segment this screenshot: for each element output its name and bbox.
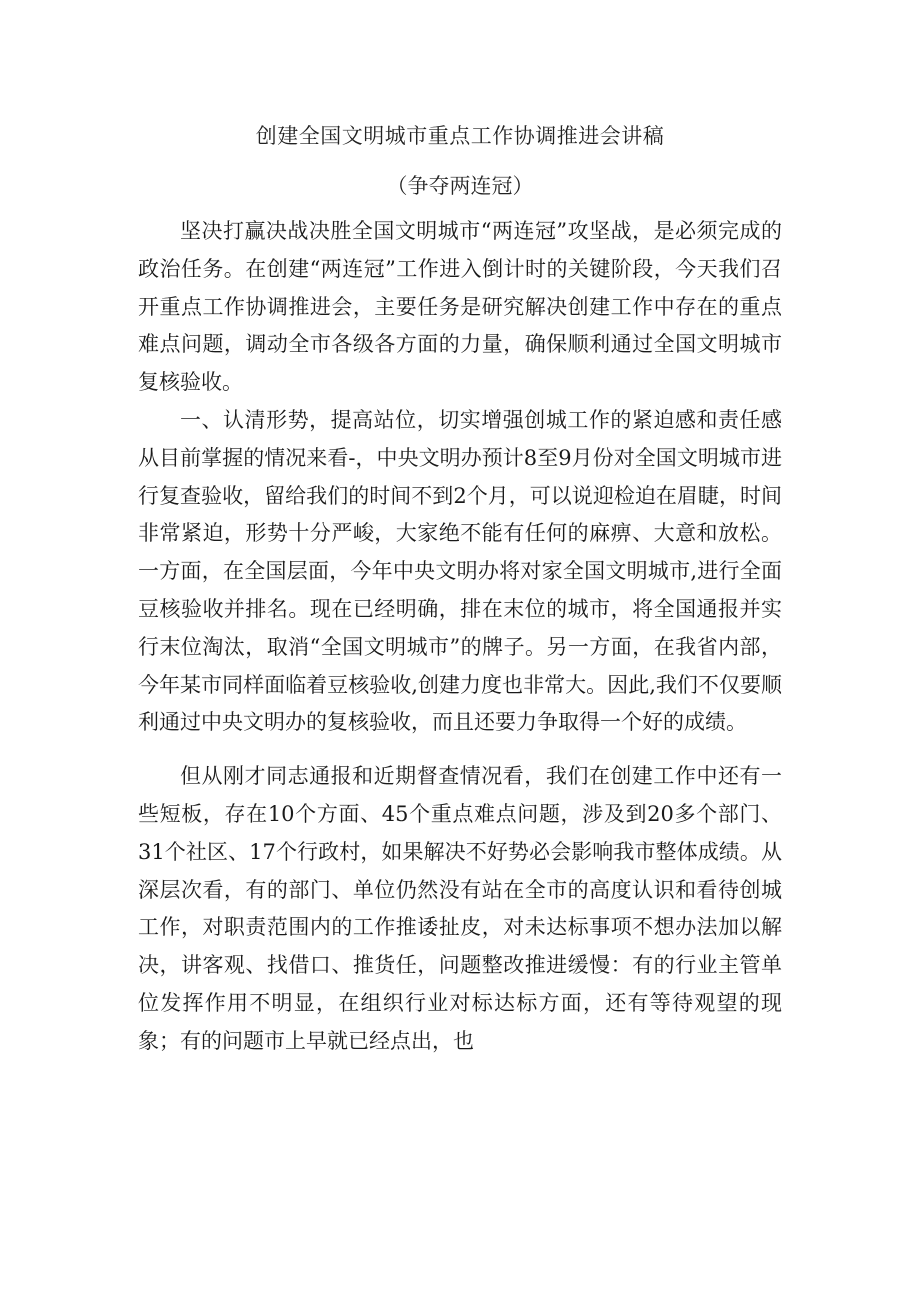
paragraph-intro: 坚决打赢决战决胜全国文明城市“两连冠”攻坚战，是必须完成的政治任务。在创建“两连冠”工作进入倒计时的关键阶段，今天我们召开重点工作协调推进会，主要任务是研究解决创建工作中存在的重点难点问题，调动全市各级各方面的力量，确保顺利通过全国文明城市复核验收。 (138, 219, 782, 395)
paragraph-gap (138, 742, 782, 758)
document-title: 创建全国文明城市重点工作协调推进会讲稿 (255, 124, 665, 148)
document-body (138, 213, 782, 1061)
paragraph-problems: 但从刚才同志通报和近期督查情况看，我们在创建工作中还有一些短板，存在10个方面、45个重点难点问题，涉及到20多个部门、31个社区、17个行政村，如果解决不好势必会影响我市整体成绩。从深层次看，有的部门、单位仍然没有站在全市的高度认识和看待创城工作，对职责范围内的工作推诿扯皮，对未达标事项不想办法加以解决，讲客观、找借口、推货任，问题整改推进缓慢：有的行业主管单位发挥作用不明显，在组织行业对标达标方面，还有等待观望的现象；有的问题市上早就已经点出，也 (138, 764, 782, 1053)
paragraph-section-one: 一、认清形势，提高站位，切实增强创城工作的紧迫感和责任感从目前掌握的情况来看-，中央文明办预计8至9月份对全国文明城市进行复查验收，留给我们的时间不到2个月，可以说迎检迫在眉睫，时间非常紧迫，形势十分严峻，大家绝不能有任何的麻痹、大意和放松。一方面，在全国层面，今年中央文明办将对家全国文明城市,进行全面豆核验收并排名。现在已经明确，排在末位的城市，将全国通报并实行末位淘汰，取消“全国文明城市”的牌子。另一方面，在我省内部，今年某市同样面临着豆核验收,创建力度也非常大。因此,我们不仅要顺利通过中央文明办的复核验收，而且还要力争取得一个好的成绩。 (138, 407, 782, 735)
document-subtitle: （争夺两连冠） (386, 174, 534, 198)
